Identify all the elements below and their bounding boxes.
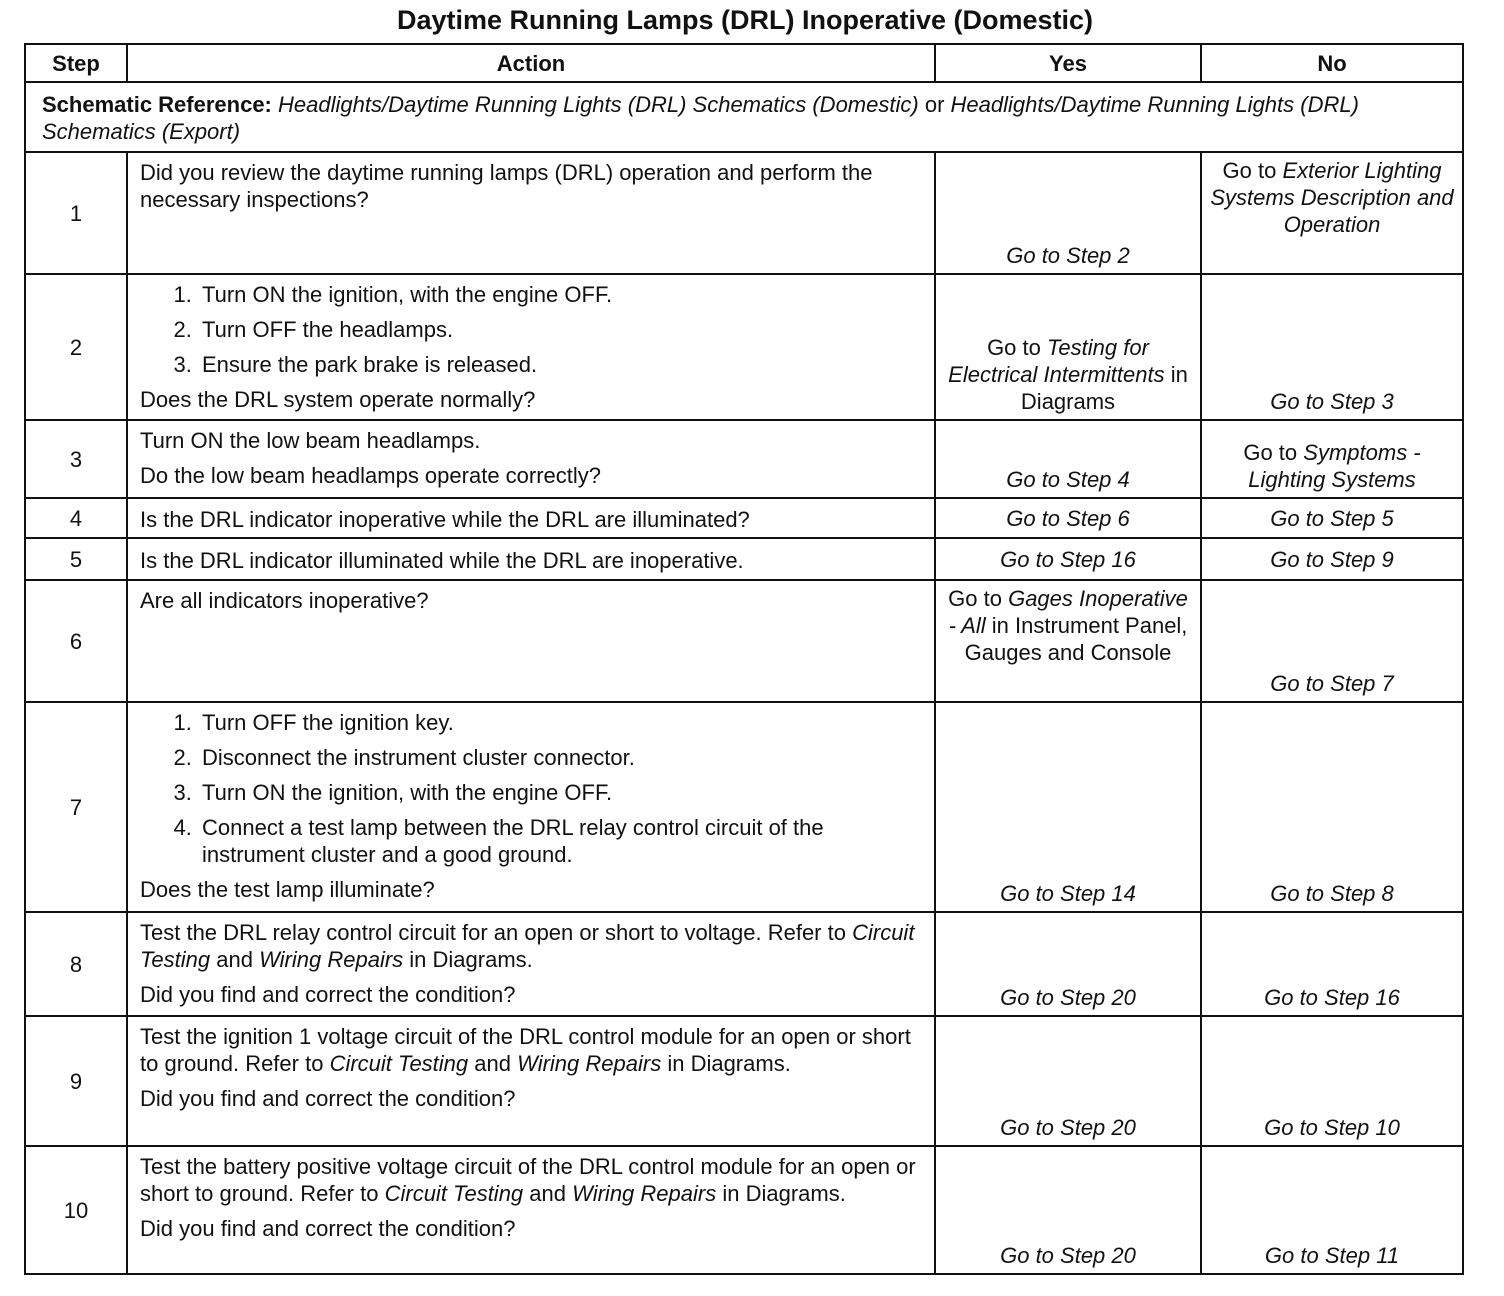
- no-result[interactable]: Go to Exterior Lighting Systems Description and Operation: [1201, 152, 1463, 274]
- step-number: 3: [25, 420, 127, 498]
- list-item: 3. Ensure the park brake is released.: [198, 351, 924, 378]
- diagnostic-table: [24, 43, 1464, 1275]
- header-action: Action: [127, 44, 935, 82]
- wiring-repairs-link[interactable]: Wiring Repairs: [572, 1181, 717, 1206]
- schematic-row: [25, 82, 1463, 152]
- question: Did you find and correct the condition?: [140, 982, 516, 1007]
- action-cell: [127, 274, 935, 420]
- instruction: Test the DRL relay control circuit for an open or short to voltage. Refer to Circuit Testing and Wiring Repairs in Diagrams.: [140, 920, 915, 972]
- question: Did you review the daytime running lamps (DRL) operation and perform the necessary inspections?: [140, 160, 873, 212]
- schematic-reference: [25, 82, 1463, 152]
- schematic-link-export[interactable]: Headlights/Daytime Running Lights (DRL) Schematics (Export): [42, 92, 1359, 144]
- header-no: No: [1201, 44, 1463, 82]
- no-result[interactable]: Go to Step 16: [1201, 912, 1463, 1016]
- question: Does the DRL system operate normally?: [140, 387, 536, 412]
- yes-result[interactable]: Go to Step 4: [935, 420, 1201, 498]
- instruction: Turn ON the low beam headlamps.: [140, 428, 481, 453]
- step-number: 2: [25, 274, 127, 420]
- table-row: [25, 702, 1463, 912]
- schematic-link-domestic[interactable]: Headlights/Daytime Running Lights (DRL) Schematics (Domestic): [278, 92, 919, 117]
- action-cell: [127, 152, 935, 274]
- list-item: 1. Turn ON the ignition, with the engine OFF.: [198, 281, 924, 308]
- yes-result[interactable]: Go to Step 16: [935, 538, 1201, 580]
- action-cell: [127, 702, 935, 912]
- step-number: 9: [25, 1016, 127, 1146]
- circuit-testing-link[interactable]: Circuit Testing: [384, 1181, 524, 1206]
- instruction: Test the ignition 1 voltage circuit of the DRL control module for an open or short to ground. Refer to Circuit Testing and Wiring Repairs in Diagrams.: [140, 1024, 911, 1076]
- circuit-testing-link[interactable]: Circuit Testing: [329, 1051, 469, 1076]
- no-result[interactable]: Go to Step 10: [1201, 1016, 1463, 1146]
- list-item: 4. Connect a test lamp between the DRL relay control circuit of the instrument cluster and a good ground.: [198, 814, 924, 868]
- yes-result[interactable]: Go to Step 20: [935, 1146, 1201, 1274]
- yes-result[interactable]: Go to Step 2: [935, 152, 1201, 274]
- table-row: [25, 538, 1463, 580]
- no-result[interactable]: Go to Step 11: [1201, 1146, 1463, 1274]
- table-row: [25, 580, 1463, 702]
- yes-result[interactable]: Go to Step 20: [935, 1016, 1201, 1146]
- header-step: Step: [25, 44, 127, 82]
- table-row: [25, 1016, 1463, 1146]
- header-row: [25, 44, 1463, 82]
- action-cell: [127, 538, 935, 580]
- yes-result[interactable]: Go to Testing for Electrical Intermittents in Diagrams: [935, 274, 1201, 420]
- wiring-repairs-link[interactable]: Wiring Repairs: [517, 1051, 662, 1076]
- no-result[interactable]: Go to Symptoms - Lighting Systems: [1201, 420, 1463, 498]
- step-number: 6: [25, 580, 127, 702]
- schematic-label: Schematic Reference:: [42, 92, 272, 117]
- no-result[interactable]: Go to Step 5: [1201, 498, 1463, 538]
- question: Do the low beam headlamps operate correctly?: [140, 463, 602, 488]
- step-number: 8: [25, 912, 127, 1016]
- circuit-testing-link[interactable]: Circuit Testing: [140, 920, 915, 972]
- step-number: 5: [25, 538, 127, 580]
- no-result[interactable]: Go to Step 8: [1201, 702, 1463, 912]
- yes-result[interactable]: Go to Step 20: [935, 912, 1201, 1016]
- list-item: 3. Turn ON the ignition, with the engine OFF.: [198, 779, 924, 806]
- table-row: [25, 912, 1463, 1016]
- action-cell: [127, 1016, 935, 1146]
- step-number: 10: [25, 1146, 127, 1274]
- question: Is the DRL indicator illuminated while the DRL are inoperative.: [140, 547, 744, 573]
- page-title: Daytime Running Lamps (DRL) Inoperative (Domestic): [396, 5, 1094, 35]
- step-number: 7: [25, 702, 127, 912]
- action-steps: [140, 709, 924, 868]
- table-row: [25, 498, 1463, 538]
- list-item: 2. Turn OFF the headlamps.: [198, 316, 924, 343]
- list-item: 1. Turn OFF the ignition key.: [198, 709, 924, 736]
- action-cell: [127, 912, 935, 1016]
- instruction: Test the battery positive voltage circuit of the DRL control module for an open or short to ground. Refer to Circuit Testing and Wiring Repairs in Diagrams.: [140, 1154, 916, 1206]
- list-item: 2. Disconnect the instrument cluster connector.: [198, 744, 924, 771]
- table-row: [25, 152, 1463, 274]
- action-cell: [127, 580, 935, 702]
- action-cell: [127, 420, 935, 498]
- no-result[interactable]: Go to Step 9: [1201, 538, 1463, 580]
- step-number: 4: [25, 498, 127, 538]
- question: Are all indicators inoperative?: [140, 588, 429, 613]
- action-cell: [127, 1146, 935, 1274]
- wiring-repairs-link[interactable]: Wiring Repairs: [259, 947, 404, 972]
- table-row: [25, 1146, 1463, 1274]
- no-result[interactable]: Go to Step 3: [1201, 274, 1463, 420]
- step-number: 1: [25, 152, 127, 274]
- no-result[interactable]: Go to Step 7: [1201, 580, 1463, 702]
- action-cell: [127, 498, 935, 538]
- question: Did you find and correct the condition?: [140, 1216, 516, 1241]
- question: Did you find and correct the condition?: [140, 1086, 516, 1111]
- question: Does the test lamp illuminate?: [140, 877, 435, 902]
- table-row: [25, 420, 1463, 498]
- header-yes: Yes: [935, 44, 1201, 82]
- question: Is the DRL indicator inoperative while the DRL are illuminated?: [140, 506, 750, 532]
- yes-result[interactable]: Go to Step 6: [935, 498, 1201, 538]
- yes-result[interactable]: Go to Gages Inoperative - All in Instrument Panel, Gauges and Console: [935, 580, 1201, 702]
- yes-result[interactable]: Go to Step 14: [935, 702, 1201, 912]
- schematic-or: or: [924, 92, 945, 117]
- table-row: [25, 274, 1463, 420]
- action-steps: [140, 281, 924, 378]
